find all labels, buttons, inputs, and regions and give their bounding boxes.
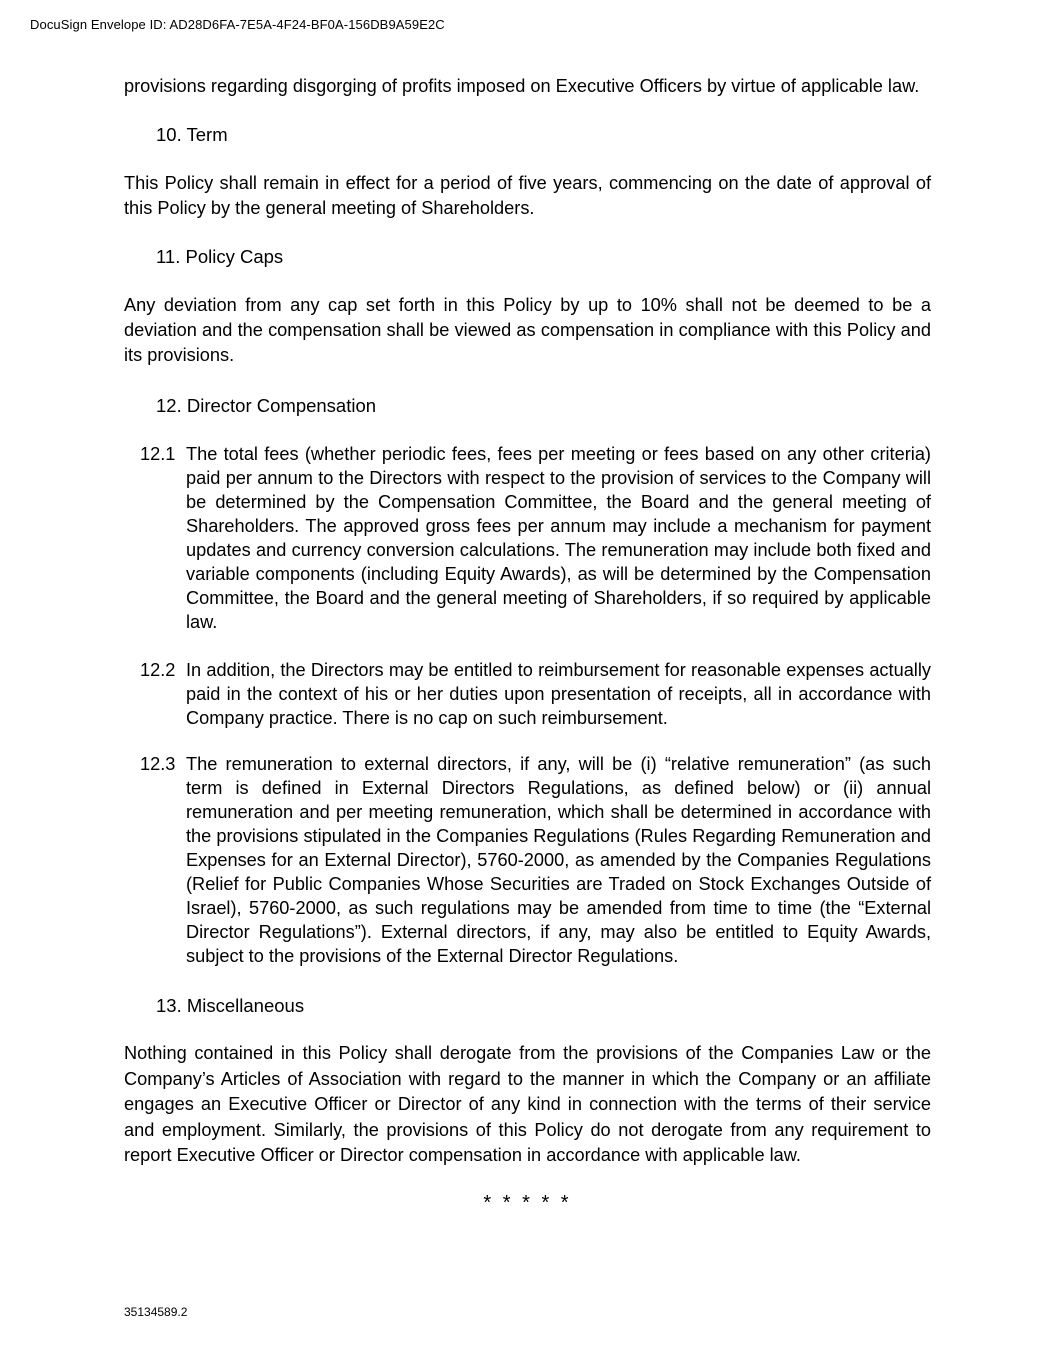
subsection-number: 12.2 [140,660,176,680]
document-page [124,74,931,1216]
subsection-12-1 [124,442,931,634]
subsection-12-2 [124,658,931,730]
subsection-number: 12.3 [140,754,176,774]
docusign-envelope-id: DocuSign Envelope ID: AD28D6FA-7E5A-4F24-BF0A-156DB9A59E2C [30,17,445,32]
subsection-12-3 [124,752,931,968]
section-heading-policy-caps: 11. Policy Caps [156,246,284,267]
document-number: 35134589.2 [124,1305,188,1319]
intro-paragraph: provisions regarding disgorging of profits imposed on Executive Officers by virtue of applicable law. [124,76,920,96]
subsection-number: 12.1 [140,444,176,464]
end-of-document-mark: * * * * * [483,1191,572,1214]
section-heading-director-compensation: 12. Director Compensation [156,395,377,416]
section-heading-miscellaneous: 13. Miscellaneous [156,995,305,1016]
section-body-miscellaneous: Nothing contained in this Policy shall derogate from the provisions of the Companies Law or the Company’s Articles of Association with regard to the manner in which the Company or an affiliate engages an Executive Officer or Director of any kind in connection with the terms of their service and employment. Similarly, the provisions of this Policy do not derogate from any requirement to report Executive Officer or Director compensation in accordance with applicable law. [124,1043,931,1165]
section-body-term: This Policy shall remain in effect for a period of five years, commencing on the date of approval of this Policy by the general meeting of Shareholders. [124,173,931,218]
subsection-text: The remuneration to external directors, if any, will be (i) “relative remuneration” (as such term is defined in External Directors Regulations, as defined below) or (ii) annual remuneration and per meeting remuneration, which shall be determined in accordance with the provisions stipulated in the Companies Regulations (Rules Regarding Remuneration and Expenses for an External Director), 5760-2000, as amended by the Companies Regulations (Relief for Public Companies Whose Securities are Traded on Stock Exchanges Outside of Israel), 5760-2000, as such regulations may be amended from time to time (the “External Director Regulations”). External directors, if any, may also be entitled to Equity Awards, subject to the provisions of the External Director Regulations. [186,754,931,966]
subsection-text: The total fees (whether periodic fees, fees per meeting or fees based on any other criteria) paid per annum to the Directors with respect to the provision of services to the Company will be determined by the Compensation Committee, the Board and the general meeting of Shareholders. The approved gross fees per annum may include a mechanism for payment updates and currency conversion calculations. The remuneration may include both fixed and variable components (including Equity Awards), as will be determined by the Compensation Committee, the Board and the general meeting of Shareholders, if so required by applicable law. [186,444,931,632]
subsection-text: In addition, the Directors may be entitled to reimbursement for reasonable expenses actually paid in the context of his or her duties upon presentation of receipts, all in accordance with Company practice. There is no cap on such reimbursement. [186,660,931,728]
section-heading-term: 10. Term [156,124,228,145]
section-body-policy-caps: Any deviation from any cap set forth in this Policy by up to 10% shall not be deemed to be a deviation and the compensation shall be viewed as compensation in compliance with this Policy and its provisions. [124,295,931,365]
